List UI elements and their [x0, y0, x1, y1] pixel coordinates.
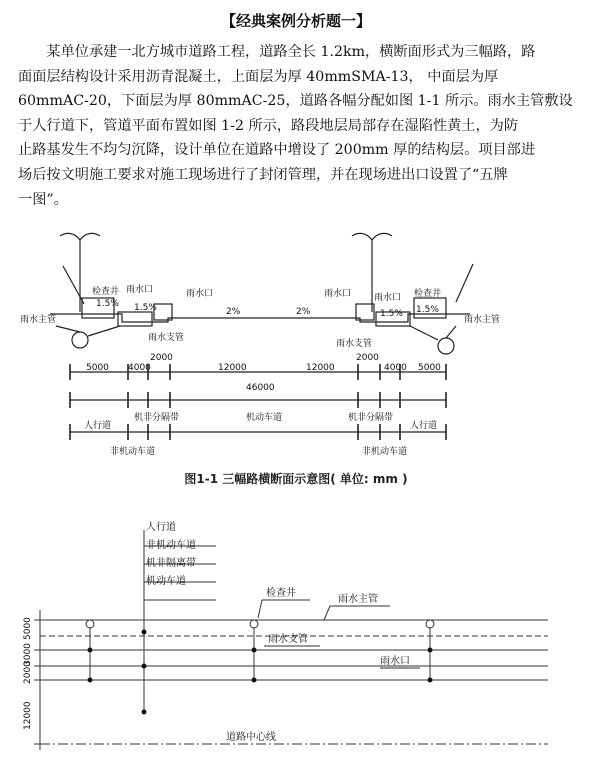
label-left-branch: 雨水支管	[148, 333, 185, 343]
label-left-inlet-a: 雨水口	[126, 285, 154, 295]
zone-label: 人行道	[410, 421, 438, 431]
label-slope: 1.5%	[416, 305, 439, 315]
dim-label: 4000	[128, 363, 151, 373]
paragraph-line: 某单位承建一北方城市道路工程，道路全长 1.2km，横断面形式为三幅路，路	[18, 44, 536, 60]
label-left-inlet-b: 雨水口	[186, 289, 214, 299]
paragraph-line: 止路基发生不均匀沉降，设计单位在道路中增设了 200mm 厚的结构层。项目部进	[18, 142, 536, 159]
dim-label: 5000	[418, 363, 441, 373]
legend-sidewalk: 人行道	[146, 522, 176, 533]
case-title: 【经典案例分析题一】	[220, 12, 371, 30]
paragraph-line: 面面层结构设计采用沥青混凝土，上面层为厚 40mmSMA-13， 中面层为厚	[18, 68, 499, 85]
vdim-label: 5000	[23, 617, 33, 640]
label-rain-branch: 雨水支管	[268, 634, 308, 645]
label-right-inlet-b: 雨水口	[374, 293, 402, 303]
zone-label: 机非分隔带	[348, 413, 394, 423]
dim-label: 4000	[384, 363, 407, 373]
dim-total: 46000	[246, 383, 275, 393]
dim-label: 12000	[306, 363, 335, 373]
label-right-rain-main: 雨水主管	[464, 315, 501, 325]
label-right-manhole: 检查井	[414, 289, 442, 299]
dim-label: 2000	[150, 353, 173, 363]
label-rain-main: 雨水主管	[338, 594, 378, 605]
legend-nonmotor-lane: 非机动车道	[146, 540, 196, 551]
legend-motor-lane: 机动车道	[146, 576, 186, 587]
label-slope: 2%	[226, 307, 241, 317]
paragraph-line: 于人行道下，管道平面布置如图 1-2 所示，路段地层局部存在湿陷性黄土，为防	[18, 117, 519, 134]
zone-label: 非机动车道	[110, 447, 156, 457]
label-right-branch: 雨水支管	[336, 339, 373, 349]
label-slope: 1.5%	[134, 303, 157, 313]
label-centerline: 道路中心线	[226, 732, 276, 743]
label-slope: 1.5%	[96, 299, 119, 309]
dim-label: 5000	[86, 363, 109, 373]
dim-label: 2000	[356, 353, 379, 363]
vdim-label: 2000	[23, 661, 33, 684]
label-left-rain-main: 雨水主管	[20, 315, 57, 325]
zone-label: 人行道	[84, 421, 112, 431]
vdim-label: 3000	[23, 643, 33, 666]
zone-label: 机非分隔带	[134, 413, 180, 423]
paragraph-line: 60mmAC-20，下面层为厚 80mmAC-25，道路各幅分配如图 1-1 所示。雨水主管敷设	[18, 93, 573, 110]
zone-label: 非机动车道	[362, 447, 408, 457]
label-right-inlet-a: 雨水口	[324, 289, 352, 299]
paragraph-line: 一图”。	[18, 191, 68, 208]
label-slope: 2%	[296, 307, 311, 317]
legend-separator: 机非隔离带	[146, 558, 196, 569]
label-left-manhole: 检查井	[92, 287, 120, 297]
dim-label: 12000	[218, 363, 247, 373]
paragraph-line: 场后按文明施工要求对施工现场进行了封闭管理，并在现场进出口设置了“五牌	[18, 166, 508, 183]
figure-1-1-caption: 图1-1 三幅路横断面示意图( 单位: mm )	[184, 472, 408, 486]
label-manhole: 检查井	[266, 588, 296, 599]
label-slope: 1.5%	[380, 309, 403, 319]
zone-label: 机动车道	[246, 413, 283, 423]
vdim-label: 12000	[23, 701, 33, 730]
label-rain-inlet: 雨水口	[380, 656, 410, 667]
